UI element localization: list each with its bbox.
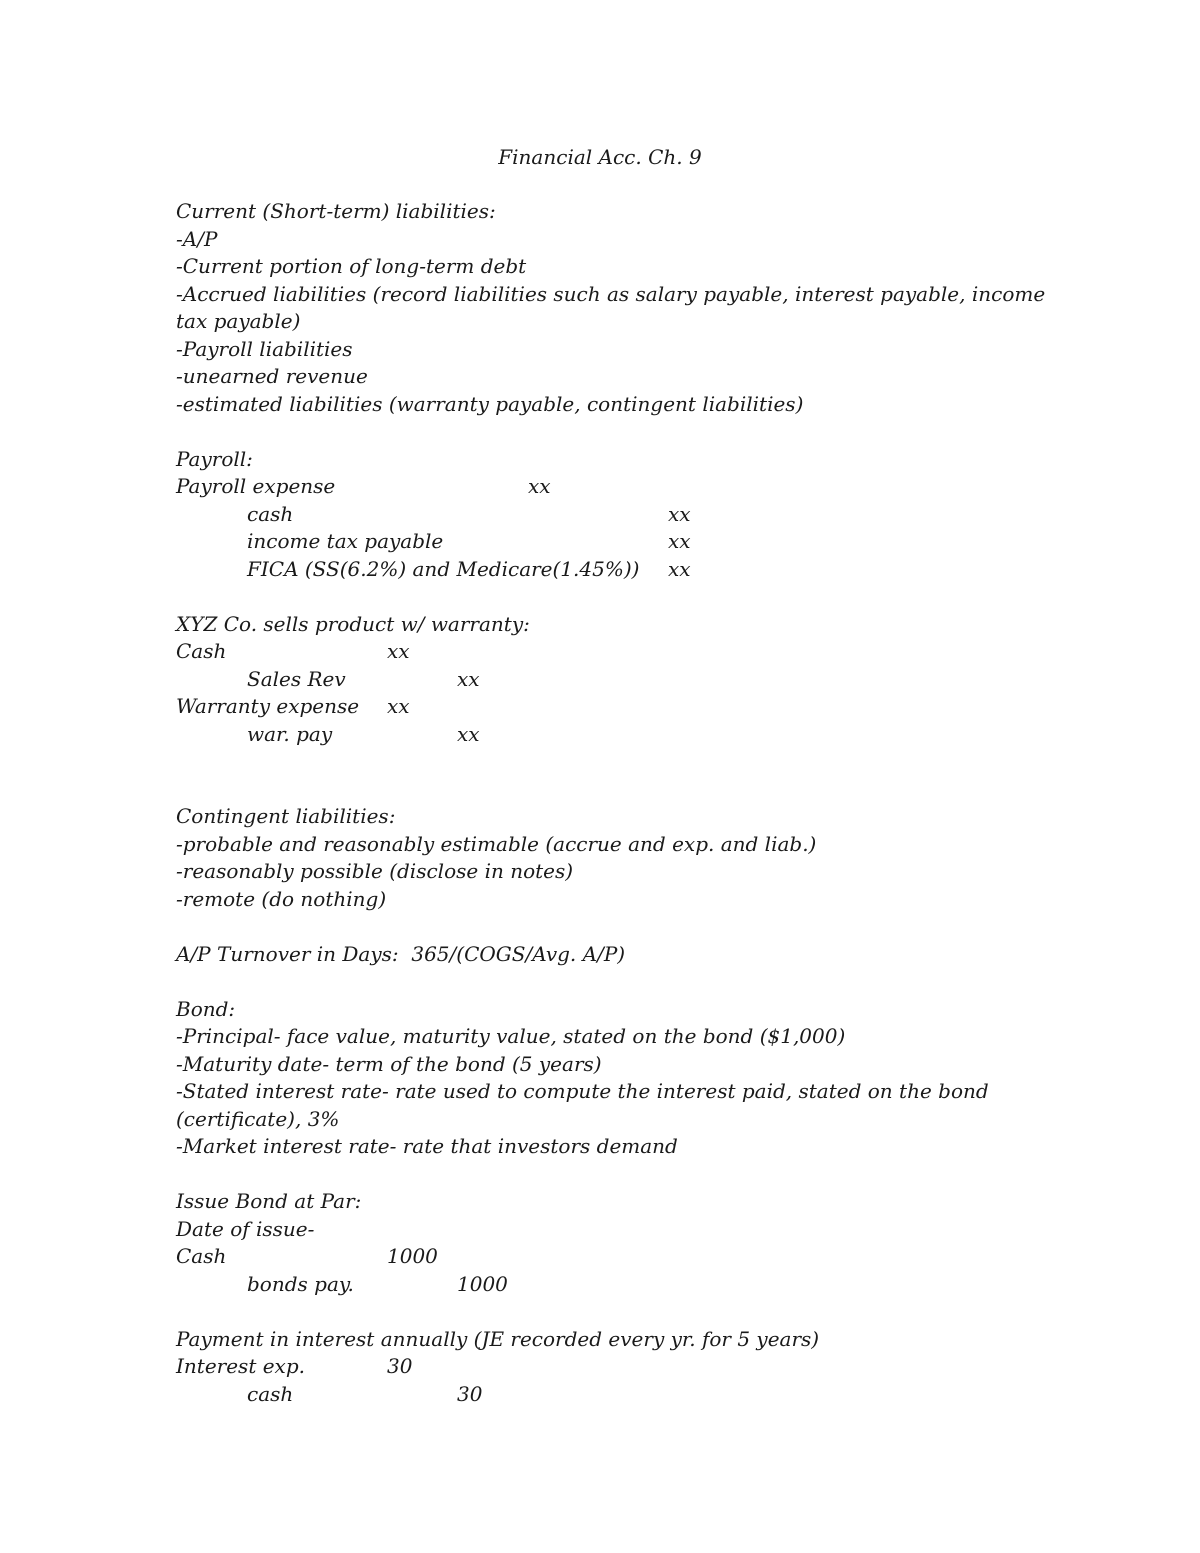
list-item-continuation: tax payable) <box>176 309 301 333</box>
account-name: Cash <box>176 639 227 663</box>
section-heading: Bond: <box>176 996 236 1021</box>
credit-amount: xx <box>668 556 691 581</box>
account-name: income tax payable <box>247 529 444 553</box>
debit-amount: xx <box>528 474 551 498</box>
list-item: -Maturity date- term of the bond (5 years) <box>176 1051 602 1076</box>
list-item: -Market interest rate- rate that investors demand <box>176 1134 678 1158</box>
journal-entry-row <box>176 473 1036 501</box>
journal-entry-row <box>176 666 1036 694</box>
list-item: -Principal- face value, maturity value, stated on the bond ($1,000) <box>176 1024 846 1048</box>
debit-amount: 30 <box>387 1354 413 1378</box>
list-item: -Current portion of long-term debt <box>176 254 527 278</box>
debit-amount: xx <box>387 639 410 663</box>
journal-entry-row <box>176 1243 1036 1271</box>
account-name: Warranty expense <box>176 694 360 718</box>
journal-entry-row <box>176 638 1036 666</box>
credit-amount: 30 <box>457 1381 483 1406</box>
debit-amount: 1000 <box>387 1244 438 1268</box>
journal-entry-row <box>176 721 1036 749</box>
list-item: -remote (do nothing) <box>176 886 387 911</box>
account-name: FICA (SS(6.2%) and Medicare(1.45%)) <box>247 556 640 581</box>
list-item: -Accrued liabilities (record liabilities such as salary payable, interest payable, income <box>176 281 1046 306</box>
section-heading: Issue Bond at Par: <box>176 1189 362 1213</box>
journal-entry-row <box>176 693 1036 721</box>
account-name: Sales Rev <box>247 666 346 691</box>
section-heading: XYZ Co. sells product w/ warranty: <box>176 611 530 636</box>
list-item: -unearned revenue <box>176 364 368 388</box>
list-item: -probable and reasonably estimable (accrue and exp. and liab.) <box>176 831 817 856</box>
journal-entry-row <box>176 1271 1036 1299</box>
list-item: -reasonably possible (disclose in notes) <box>176 859 574 883</box>
credit-amount: xx <box>457 721 480 746</box>
list-item-continuation: (certificate), 3% <box>176 1106 340 1131</box>
journal-entry-row <box>176 501 1036 529</box>
sub-heading: Date of issue- <box>176 1216 315 1241</box>
account-name: cash <box>247 501 294 526</box>
credit-amount: xx <box>668 529 691 553</box>
account-name: war. pay <box>247 721 333 746</box>
journal-entry-row <box>176 1381 1036 1409</box>
section-heading: Payment in interest annually (JE recorded every yr. for 5 years) <box>176 1326 820 1351</box>
account-name: Cash <box>176 1244 227 1268</box>
account-name: Payroll expense <box>176 474 336 498</box>
credit-amount: xx <box>668 501 691 526</box>
page-title: Financial Acc. Ch. 9 <box>498 145 702 169</box>
list-item: -Payroll liabilities <box>176 336 353 361</box>
credit-amount: xx <box>457 666 480 691</box>
section-heading: Current (Short-term) liabilities: <box>176 199 496 223</box>
journal-entry-row <box>176 528 1036 556</box>
list-item: -Stated interest rate- rate used to compute the interest paid, stated on the bond <box>176 1079 989 1103</box>
list-item: -estimated liabilities (warranty payable, contingent liabilities) <box>176 391 804 416</box>
account-name: Interest exp. <box>176 1354 305 1378</box>
account-name: cash <box>247 1381 294 1406</box>
section-heading: Contingent liabilities: <box>176 804 396 828</box>
journal-entry-row <box>176 1353 1036 1381</box>
document-body <box>176 198 1046 1408</box>
formula-line: A/P Turnover in Days: 365/(COGS/Avg. A/P) <box>176 941 626 966</box>
credit-amount: 1000 <box>457 1271 508 1296</box>
journal-entry-row <box>176 556 1036 584</box>
section-heading: Payroll: <box>176 446 253 471</box>
list-item: -A/P <box>176 226 218 251</box>
account-name: bonds pay. <box>247 1271 354 1296</box>
debit-amount: xx <box>387 694 410 718</box>
